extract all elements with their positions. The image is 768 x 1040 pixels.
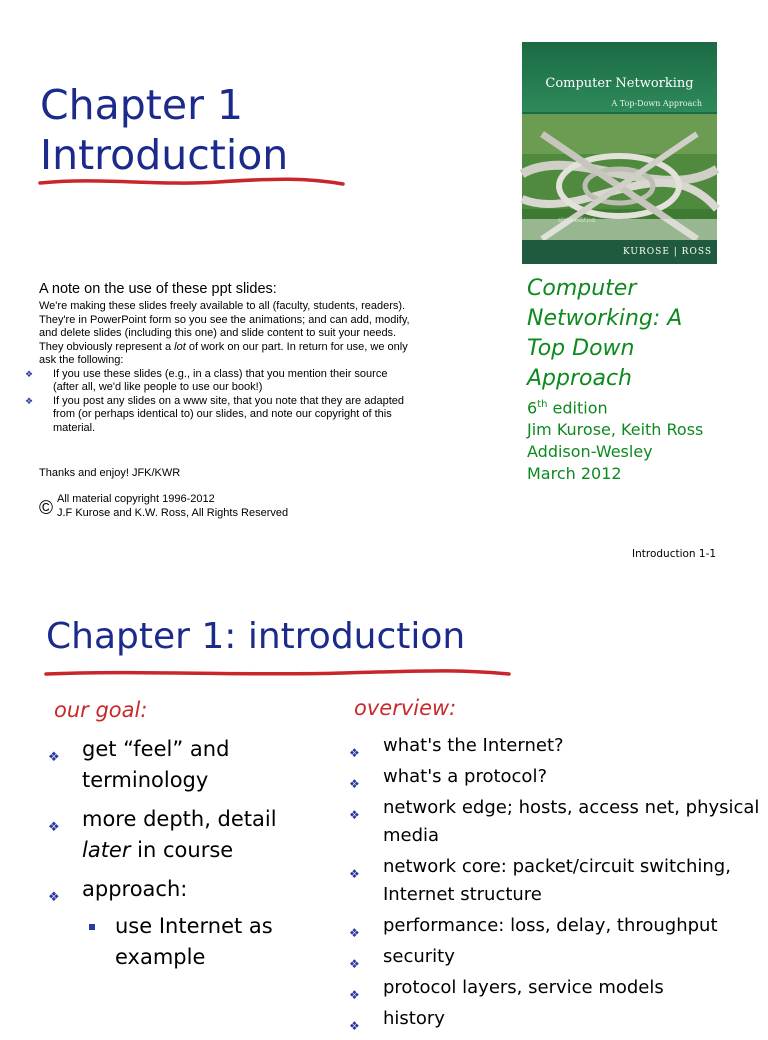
slide-title: Chapter 1: introduction (46, 616, 466, 657)
book-title-line: Top Down (527, 336, 635, 361)
note-para-line: We're making these slides freely available to all (faculty, students, readers). (39, 300, 406, 312)
book-info (527, 274, 703, 485)
cover-edition: sixth edition (558, 217, 596, 224)
note-body (25, 300, 489, 435)
book-date: March 2012 (527, 464, 622, 484)
cover-title: Computer Networking (545, 76, 694, 91)
book-publisher: Addison-Wesley (527, 442, 653, 462)
note-para-line: They're in PowerPoint form so you see the animations; and can add, modify, (39, 313, 410, 326)
diamond-bullet-icon: ❖ (349, 957, 360, 971)
copyright-line-1: All material copyright 1996-2012 (57, 493, 215, 505)
goal-item: ❖ approach: use Internet as example (46, 874, 316, 973)
title-underline (38, 172, 348, 192)
note-para-line: ask the following: (39, 354, 124, 366)
diamond-bullet-icon: ❖ (48, 890, 60, 905)
goal-sublist (82, 911, 316, 973)
diamond-bullet-icon: ❖ (349, 808, 360, 822)
overview-item: ❖ history (347, 1005, 765, 1033)
copyright-icon: © (39, 498, 53, 519)
diamond-bullet-icon: ❖ (349, 746, 360, 760)
overview-item: ❖ what's a protocol? (347, 763, 765, 791)
copyright-line-2: J.F Kurose and K.W. Ross, All Rights Reserved (57, 507, 289, 519)
title-line-1: Chapter 1 (40, 81, 244, 129)
goal-subitem: use Internet as example (82, 911, 316, 973)
diamond-bullet-icon: ❖ (349, 867, 360, 881)
diamond-bullet-icon: ❖ (25, 368, 34, 379)
diamond-bullet-icon: ❖ (48, 750, 60, 765)
goal-item: ❖ get “feel” and terminology (48, 737, 230, 792)
note-para-line: and delete slides (including this one) and slide content to suit your needs. (39, 327, 397, 339)
note-heading: A note on the use of these ppt slides: (39, 281, 277, 297)
overview-item: ❖ network edge; hosts, access net, physical media (349, 797, 760, 846)
slide-2 (0, 590, 768, 1033)
highway-interchange-photo (522, 114, 717, 254)
book-title-line: Approach (527, 366, 633, 391)
overview-heading: overview: (354, 696, 457, 720)
overview-item: ❖ security (347, 943, 765, 971)
book-title-line: Computer (527, 276, 637, 301)
note-bullet-list (25, 367, 489, 436)
overview-item: ❖ performance: loss, delay, throughput (347, 912, 765, 940)
diamond-bullet-icon: ❖ (349, 1019, 360, 1033)
book-cover-image (522, 42, 717, 264)
diamond-bullet-icon: ❖ (25, 395, 34, 406)
overview-item: ❖ network core: packet/circuit switching, Internet structure (349, 856, 731, 905)
note-bullet: ❖ If you post any slides on a www site, that you note that they are adapted from (or perhaps identical to) our slides, and note our copyright of this material. (25, 394, 404, 434)
note-bullet: ❖ If you use these slides (e.g., in a class) that you mention their source (after all, we'd like people to use our book!) (25, 367, 388, 393)
slide-footer: Introduction 1-1 (632, 548, 717, 560)
overview-list (347, 732, 765, 1036)
overview-item: ❖ protocol layers, service models (347, 974, 765, 1002)
goal-list (46, 734, 316, 981)
cover-subtitle: A Top-Down Approach (611, 99, 702, 108)
title-line-2: Introduction (40, 131, 289, 179)
diamond-bullet-icon: ❖ (349, 777, 360, 791)
book-edition: 6th edition (527, 398, 608, 418)
cover-authors: KUROSE | ROSS (623, 247, 712, 257)
thanks-text: Thanks and enjoy! JFK/KWR (39, 467, 181, 479)
diamond-bullet-icon: ❖ (349, 988, 360, 1002)
overview-item: ❖ what's the Internet? (347, 732, 765, 760)
title-underline (44, 665, 514, 681)
note-para-line: They obviously represent a lot of work on our part. In return for use, we only (39, 340, 408, 353)
book-title-line: Networking: A (527, 306, 683, 331)
diamond-bullet-icon: ❖ (349, 926, 360, 940)
book-authors: Jim Kurose, Keith Ross (527, 420, 704, 440)
square-bullet-icon (89, 924, 95, 930)
goal-item: ❖ more depth, detail later in course (48, 807, 277, 862)
slide-title (40, 80, 288, 180)
goal-heading: our goal: (54, 698, 148, 722)
diamond-bullet-icon: ❖ (48, 820, 60, 835)
